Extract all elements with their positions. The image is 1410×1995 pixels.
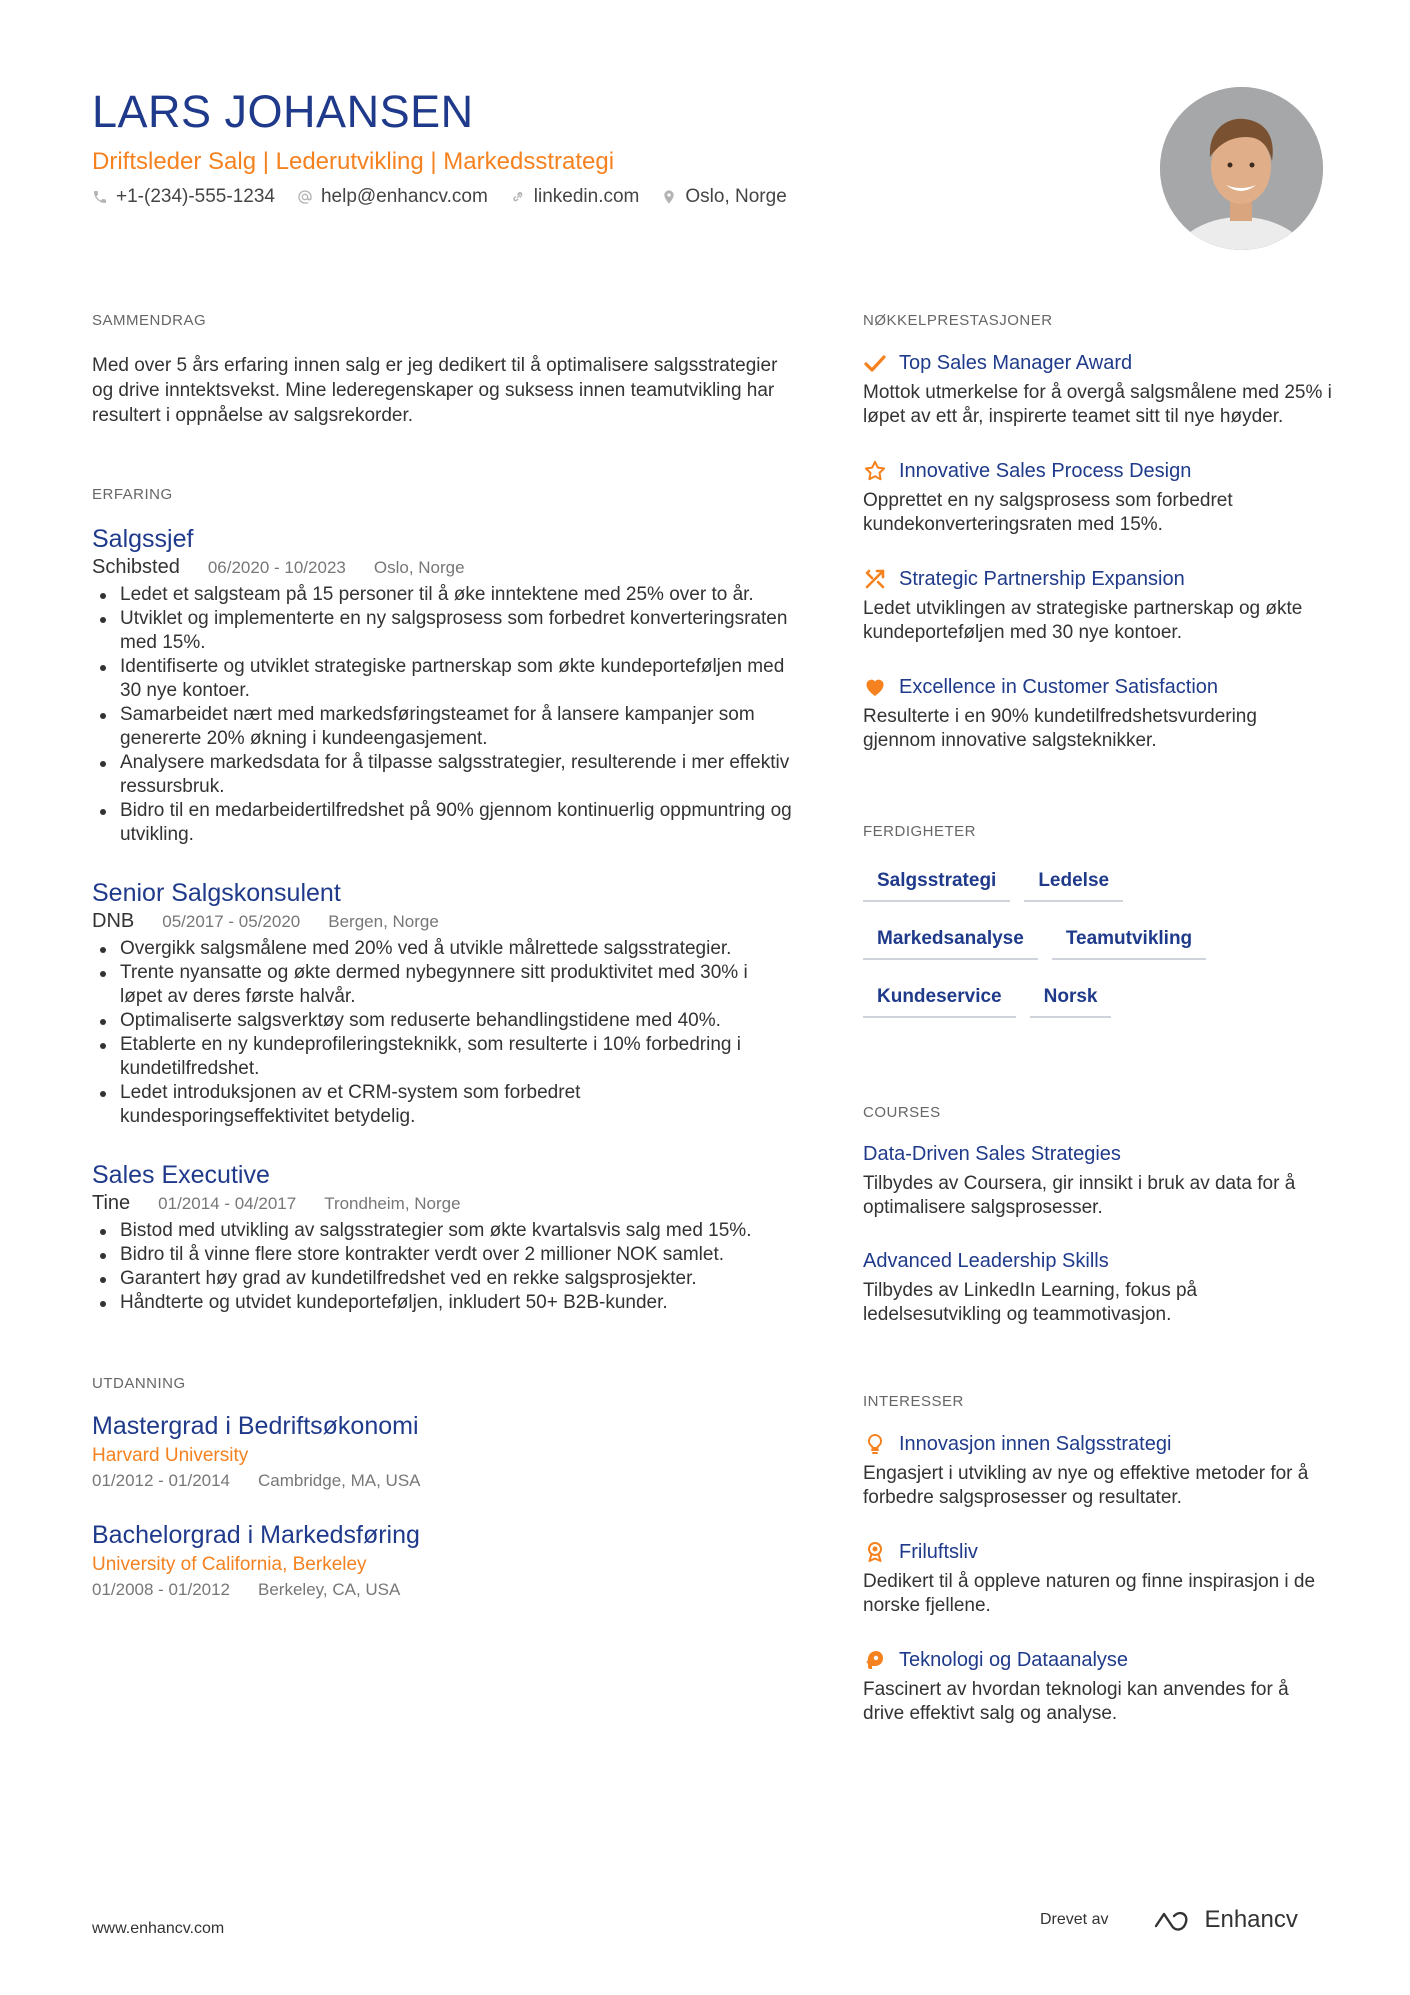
job-bullets — [92, 1219, 792, 1315]
job-company: Schibsted — [92, 556, 180, 578]
education-location: Cambridge, MA, USA — [258, 1471, 421, 1490]
job-location: Oslo, Norge — [373, 558, 465, 577]
left-column — [92, 312, 792, 1600]
skill-tag: Norsk — [1030, 980, 1112, 1018]
contact-email[interactable] — [297, 186, 488, 208]
achievement-item — [863, 675, 1333, 753]
interest-item — [863, 1540, 1333, 1618]
candidate-title: Driftsleder Salg | Lederutvikling | Markedsstrategi — [92, 148, 615, 175]
job-company: Tine — [92, 1192, 131, 1214]
education-dates: 01/2012 - 01/2014 — [92, 1471, 231, 1490]
brand-logo[interactable] — [1152, 1906, 1297, 1934]
job-location: Bergen, Norge — [328, 912, 439, 931]
list-item: Bidro til en medarbeidertilfredshet på 90% gjennom kontinuerlig oppmuntring og utvikling. — [92, 799, 792, 847]
skill-tag: Kundeservice — [863, 980, 1016, 1018]
interest-desc: Dedikert til å oppleve naturen og finne inspirasjon i de norske fjellene. — [863, 1571, 1316, 1616]
job-title: Sales Executive — [92, 1161, 270, 1189]
phone-text: +1-(234)-555-1234 — [116, 186, 275, 207]
degree-title: Mastergrad i Bedriftsøkonomi — [92, 1412, 419, 1440]
star-icon — [863, 459, 887, 483]
achievement-item — [863, 567, 1333, 645]
contact-bar — [92, 186, 787, 208]
degree-title: Bachelorgrad i Markedsføring — [92, 1521, 420, 1549]
summary-text: Med over 5 års erfaring innen salg er jeg dedikert til å optimalisere salgsstrategier og drive inntektsvekst. Mine lederegenskaper og suksess innen teamutvikling har resultert i oppnåelse av salgsrekorder. — [92, 355, 778, 426]
list-item: Garantert høy grad av kundetilfredshet ved en rekke salgsprosjekter. — [92, 1267, 792, 1291]
achievement-title: Excellence in Customer Satisfaction — [899, 675, 1219, 698]
enhancv-logo-icon — [1152, 1908, 1196, 1932]
job-company: DNB — [92, 910, 135, 932]
list-item: Trente nyansatte og økte dermed nybegynnere sitt produktivitet med 30% i løpet av deres første halvår. — [92, 961, 792, 1009]
job-location: Trondheim, Norge — [324, 1194, 461, 1213]
job-entry — [92, 1161, 792, 1315]
achievement-title: Top Sales Manager Award — [899, 351, 1133, 374]
achievements-heading: NØKKELPRESTASJONER — [863, 312, 1053, 329]
achievement-desc: Mottok utmerkelse for å overgå salgsmålene med 25% i løpet av ett år, inspirerte teamet sitt til nye høyder. — [863, 382, 1332, 427]
job-dates: 01/2014 - 04/2017 — [158, 1194, 297, 1213]
phone-icon — [92, 189, 108, 205]
achievement-item — [863, 351, 1333, 429]
interests-heading: INTERESSER — [863, 1393, 964, 1410]
list-item: Etablerte en ny kundeprofileringsteknikk, som resulterte i 10% forbedring i kundetilfredshet. — [92, 1033, 792, 1081]
school-name: Harvard University — [92, 1445, 249, 1466]
list-item: Samarbeidet nært med markedsføringsteamet for å lansere kampanjer som genererte 20% økning i kundeengasjement. — [92, 703, 792, 751]
education-entry — [92, 1412, 792, 1491]
skills-list — [863, 864, 1273, 1018]
brand-name: Enhancv — [1204, 1906, 1298, 1933]
job-bullets — [92, 937, 792, 1129]
list-item: Bistod med utvikling av salgsstrategier som økte kvartalsvis salg med 15%. — [92, 1219, 792, 1243]
summary-heading: SAMMENDRAG — [92, 312, 207, 329]
interest-title: Innovasjon innen Salgsstrategi — [899, 1432, 1172, 1455]
interest-item — [863, 1432, 1333, 1510]
list-item: Utviklet og implementerte en ny salgsprosess som forbedret konverteringsraten med 15%. — [92, 607, 792, 655]
profile-photo — [1160, 87, 1323, 250]
skill-tag: Salgsstrategi — [863, 864, 1010, 902]
interest-desc: Engasjert i utvikling av nye og effektive metoder for å forbedre salgsprosesser og resultater. — [863, 1463, 1309, 1508]
check-icon — [863, 351, 887, 375]
interest-title: Teknologi og Dataanalyse — [899, 1648, 1129, 1671]
interest-desc: Fascinert av hvordan teknologi kan anvendes for å drive effektivt salg og analyse. — [863, 1679, 1289, 1724]
footer-website[interactable]: www.enhancv.com — [92, 1920, 225, 1937]
experience-heading: ERFARING — [92, 486, 173, 503]
lightbulb-icon — [863, 1432, 887, 1456]
course-desc: Tilbydes av Coursera, gir innsikt i bruk av data for å optimalisere salgsprosesser. — [863, 1173, 1296, 1218]
job-title: Salgssjef — [92, 525, 194, 553]
education-entry — [92, 1521, 792, 1600]
education-location: Berkeley, CA, USA — [258, 1580, 401, 1599]
course-title: Data-Driven Sales Strategies — [863, 1143, 1121, 1165]
skills-heading: FERDIGHETER — [863, 823, 977, 840]
contact-location — [661, 186, 786, 208]
course-desc: Tilbydes av LinkedIn Learning, fokus på ledelsesutvikling og teammotivasjon. — [863, 1280, 1198, 1325]
right-column — [863, 312, 1333, 1726]
job-dates: 05/2017 - 05/2020 — [162, 912, 301, 931]
course-item — [863, 1250, 1333, 1327]
course-title: Advanced Leadership Skills — [863, 1250, 1109, 1272]
contact-linkedin[interactable] — [510, 186, 640, 208]
achievement-item — [863, 459, 1333, 537]
at-icon — [297, 189, 313, 205]
job-bullets — [92, 583, 792, 847]
skill-tag: Ledelse — [1024, 864, 1123, 902]
list-item: Ledet et salgsteam på 15 personer til å øke inntektene med 25% over to år. — [92, 583, 792, 607]
achievement-title: Innovative Sales Process Design — [899, 459, 1192, 482]
tools-icon — [863, 567, 887, 591]
education-dates: 01/2008 - 01/2012 — [92, 1580, 231, 1599]
list-item: Bidro til å vinne flere store kontrakter verdt over 2 millioner NOK samlet. — [92, 1243, 792, 1267]
heart-icon — [863, 675, 887, 699]
location-text: Oslo, Norge — [685, 186, 787, 207]
job-dates: 06/2020 - 10/2023 — [207, 558, 346, 577]
achievement-desc: Opprettet en ny salgsprosess som forbedret kundekonverteringsraten med 15%. — [863, 490, 1233, 535]
brain-icon — [863, 1648, 887, 1672]
education-heading: UTDANNING — [92, 1375, 186, 1392]
list-item: Håndterte og utvidet kundeporteføljen, inkludert 50+ B2B-kunder. — [92, 1291, 792, 1315]
link-icon — [510, 189, 526, 205]
school-name: University of California, Berkeley — [92, 1554, 367, 1575]
list-item: Overgikk salgsmålene med 20% ved å utvikle målrettede salgsstrategier. — [92, 937, 792, 961]
job-entry — [92, 879, 792, 1129]
skill-tag: Teamutvikling — [1052, 922, 1206, 960]
list-item: Identifiserte og utviklet strategiske partnerskap som økte kundeporteføljen med 30 nye kontoer. — [92, 655, 792, 703]
avatar — [1160, 87, 1323, 250]
list-item: Ledet introduksjonen av et CRM-system som forbedret kundesporingseffektivitet betydelig. — [92, 1081, 792, 1129]
list-item: Optimaliserte salgsverktøy som reduserte behandlingstidene med 40%. — [92, 1009, 792, 1033]
location-pin-icon — [661, 189, 677, 205]
contact-phone[interactable] — [92, 186, 275, 208]
job-entry — [92, 525, 792, 847]
skill-tag: Markedsanalyse — [863, 922, 1038, 960]
achievement-desc: Resulterte i en 90% kundetilfredshetsvurdering gjennom innovative salgsteknikker. — [863, 706, 1257, 751]
medal-icon — [863, 1540, 887, 1564]
list-item: Analysere markedsdata for å tilpasse salgsstrategier, resulterende i mer effektiv ressursbruk. — [92, 751, 792, 799]
linkedin-text: linkedin.com — [533, 186, 640, 207]
candidate-name: LARS JOHANSEN — [92, 86, 474, 137]
footer-branding — [1040, 1906, 1298, 1934]
powered-by-label: Drevet av — [1040, 1911, 1109, 1928]
interest-title: Friluftsliv — [899, 1540, 978, 1563]
achievement-title: Strategic Partnership Expansion — [899, 567, 1185, 590]
email-text: help@enhancv.com — [320, 186, 488, 207]
achievement-desc: Ledet utviklingen av strategiske partnerskap og økte kundeporteføljen med 30 nye kontoer. — [863, 598, 1303, 643]
interest-item — [863, 1648, 1333, 1726]
job-title: Senior Salgskonsulent — [92, 879, 341, 907]
courses-heading: COURSES — [863, 1104, 941, 1121]
course-item — [863, 1143, 1333, 1220]
